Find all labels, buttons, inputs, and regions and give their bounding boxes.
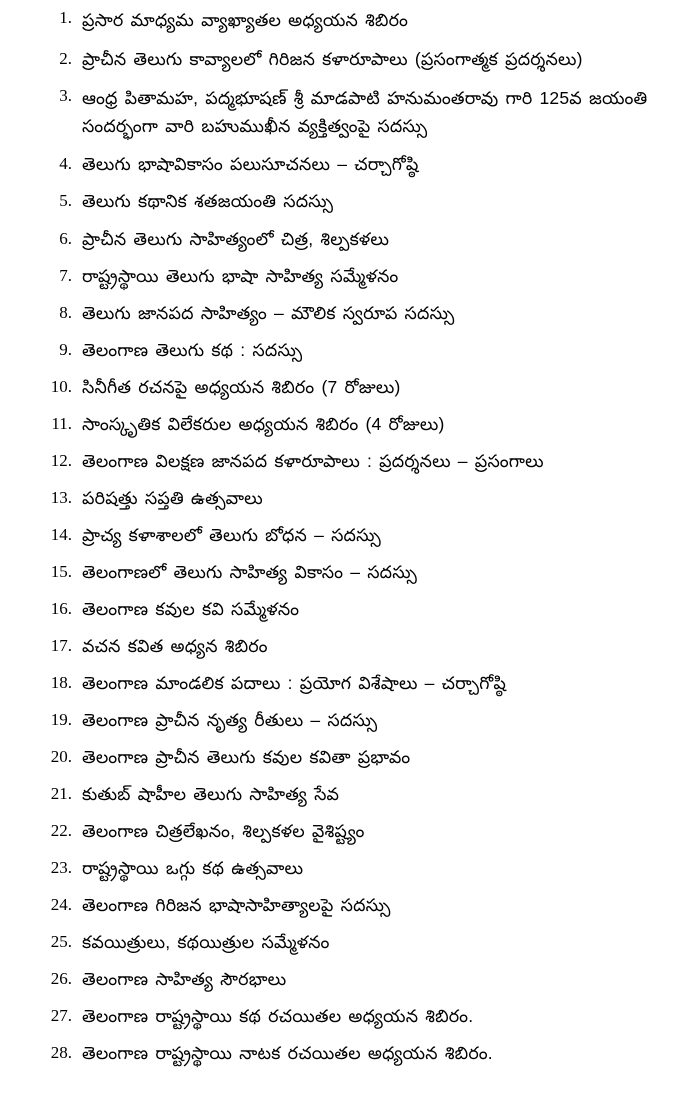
list-item-text: వచన కవిత అధ్యన శిబిరం	[82, 635, 268, 656]
list-item	[34, 264, 652, 289]
list-item-text: తెలుగు కథానిక శతజయంతి సదస్సు	[82, 191, 334, 212]
list-item-number: 17.	[50, 635, 72, 655]
list-item	[34, 782, 652, 807]
list-item-number: 16.	[50, 598, 72, 618]
list-item	[34, 338, 652, 363]
list-item-number: 12.	[50, 450, 72, 470]
list-item-number: 27.	[50, 1006, 72, 1026]
list-item	[34, 412, 652, 437]
list-item-text: తెలంగాణ రాష్ట్రస్థాయి కథ రచయితల అధ్యయన శిబిరం.	[82, 1006, 474, 1027]
list-item	[34, 301, 652, 326]
list-item-number: 1.	[59, 8, 72, 27]
list-item	[34, 84, 652, 141]
list-item-number: 3.	[59, 85, 72, 105]
list-item	[34, 634, 652, 659]
list-item-number: 14.	[50, 524, 72, 544]
list-item-number: 11.	[51, 413, 72, 433]
list-item	[34, 819, 652, 844]
list-item-text: తెలంగాణ ప్రాచీన తెలుగు కవుల కవితా ప్రభావం	[82, 746, 411, 767]
list-item-text: ఆంధ్ర పితామహ, పద్మభూషణ్ శ్రీ మాడపాటి హనుమంతరావు గారి 125వ జయంతి సందర్భంగా వారి బహుముఖీన వ్యక్తిత్వంపై సదస్సు	[82, 87, 648, 136]
list-item-number: 5.	[59, 191, 72, 211]
list-item	[34, 1004, 652, 1029]
list-item	[34, 1041, 652, 1066]
list-item-number: 28.	[50, 1043, 72, 1063]
list-item-number: 2.	[59, 48, 72, 68]
list-item-number: 9.	[59, 339, 72, 359]
list-item	[34, 967, 652, 992]
list-item	[34, 6, 652, 34]
list-item-text: ప్రాచీన తెలుగు సాహిత్యంలో చిత్ర, శిల్పకళలు	[82, 228, 390, 249]
list-item-text: ప్రాచ్య కళాశాలలో తెలుగు బోధన – సదస్సు	[82, 524, 381, 545]
list-item	[34, 189, 652, 214]
list-item	[34, 523, 652, 548]
list-item-text: తెలంగాణ ప్రాచీన నృత్య రీతులు – సదస్సు	[82, 709, 378, 730]
list-item	[34, 152, 652, 177]
list-item-text: రాష్ట్రస్థాయి ఒగ్గు కథ ఉత్సవాలు	[82, 858, 304, 879]
list-item-text: తెలంగాణ తెలుగు కథ : సదస్సు	[82, 339, 303, 360]
list-item-text: తెలంగాణ మాండలిక పదాలు : ప్రయోగ విశేషాలు – చర్చాగోష్ఠి	[82, 672, 507, 693]
list-item-number: 21.	[50, 783, 72, 803]
list-item	[34, 893, 652, 918]
list-item-number: 26.	[50, 969, 72, 989]
list-item-number: 22.	[50, 821, 72, 840]
list-item	[34, 671, 652, 696]
list-item	[34, 375, 652, 400]
list-item-number: 25.	[50, 932, 72, 952]
list-item-text: సినీగీత రచనపై అధ్యయన శిబిరం (7 రోజులు)	[82, 376, 401, 397]
list-item-text: తెలంగాణ విలక్షణ జానపద కళారూపాలు : ప్రదర్శనలు – ప్రసంగాలు	[82, 450, 544, 471]
list-item	[34, 597, 652, 622]
list-item	[34, 560, 652, 585]
list-item-text: రాష్ట్రస్థాయి తెలుగు భాషా సాహిత్య సమ్మేళనం	[82, 265, 399, 286]
list-item-number: 6.	[59, 228, 72, 248]
list-item-number: 24.	[50, 895, 72, 915]
list-item-text: కవయిత్రులు, కథయిత్రుల సమ్మేళనం	[82, 932, 330, 953]
list-item	[34, 930, 652, 955]
list-item-number: 8.	[59, 302, 72, 322]
list-item-number: 15.	[50, 561, 72, 581]
list-item	[34, 449, 652, 474]
list-item	[34, 486, 652, 511]
list-item-text: తెలుగు జానపద సాహిత్యం – మౌలిక స్వరూప సదస్సు	[82, 302, 455, 323]
list-item	[34, 47, 652, 72]
list-item-text: కుతుబ్ షాహీల తెలుగు సాహిత్య సేవ	[82, 783, 340, 804]
list-item	[34, 227, 652, 252]
list-item	[34, 856, 652, 881]
list-item-number: 4.	[59, 154, 72, 174]
list-item-number: 19.	[50, 709, 72, 729]
list-item-text: ప్రాచీన తెలుగు కావ్యాలలో గిరిజన కళారూపాలు (ప్రసంగాత్మక ప్రదర్శనలు)	[82, 48, 583, 69]
numbered-item-list	[34, 6, 652, 1066]
list-item-number: 23.	[50, 858, 72, 878]
list-item-text: తెలంగాణ గిరిజన భాషాసాహిత్యాలపై సదస్సు	[82, 895, 391, 916]
list-item-text: ప్రసార మాధ్యమ వ్యాఖ్యాతల అధ్యయన శిబిరం	[82, 10, 409, 30]
list-item-number: 13.	[50, 487, 72, 507]
list-item-text: తెలంగాణ కవుల కవి సమ్మేళనం	[82, 598, 300, 619]
list-item-text: సాంస్కృతిక విలేకరుల అధ్యయన శిబిరం (4 రోజులు)	[82, 413, 445, 434]
list-item	[34, 708, 652, 733]
list-item-number: 20.	[50, 746, 72, 766]
list-item-number: 18.	[50, 672, 72, 692]
list-item	[34, 745, 652, 770]
list-item-text: తెలంగాణలో తెలుగు సాహిత్య వికాసం – సదస్సు	[82, 561, 418, 582]
list-item-number: 10.	[50, 376, 72, 396]
list-item-number: 7.	[59, 265, 72, 285]
list-item-text: పరిషత్తు సప్తతి ఉత్సవాలు	[82, 487, 263, 508]
list-item-text: తెలంగాణ రాష్ట్రస్థాయి నాటక రచయితల అధ్యయన శిబిరం.	[82, 1043, 493, 1064]
list-item-text: తెలుగు భాషావికాసం పలుసూచనలు – చర్చాగోష్ఠి	[82, 154, 419, 175]
list-item-text: తెలంగాణ సాహిత్య సౌరభాలు	[82, 969, 287, 990]
list-item-text: తెలంగాణ చిత్రలేఖనం, శిల్పకళల వైశిష్ట్యం	[82, 821, 365, 841]
